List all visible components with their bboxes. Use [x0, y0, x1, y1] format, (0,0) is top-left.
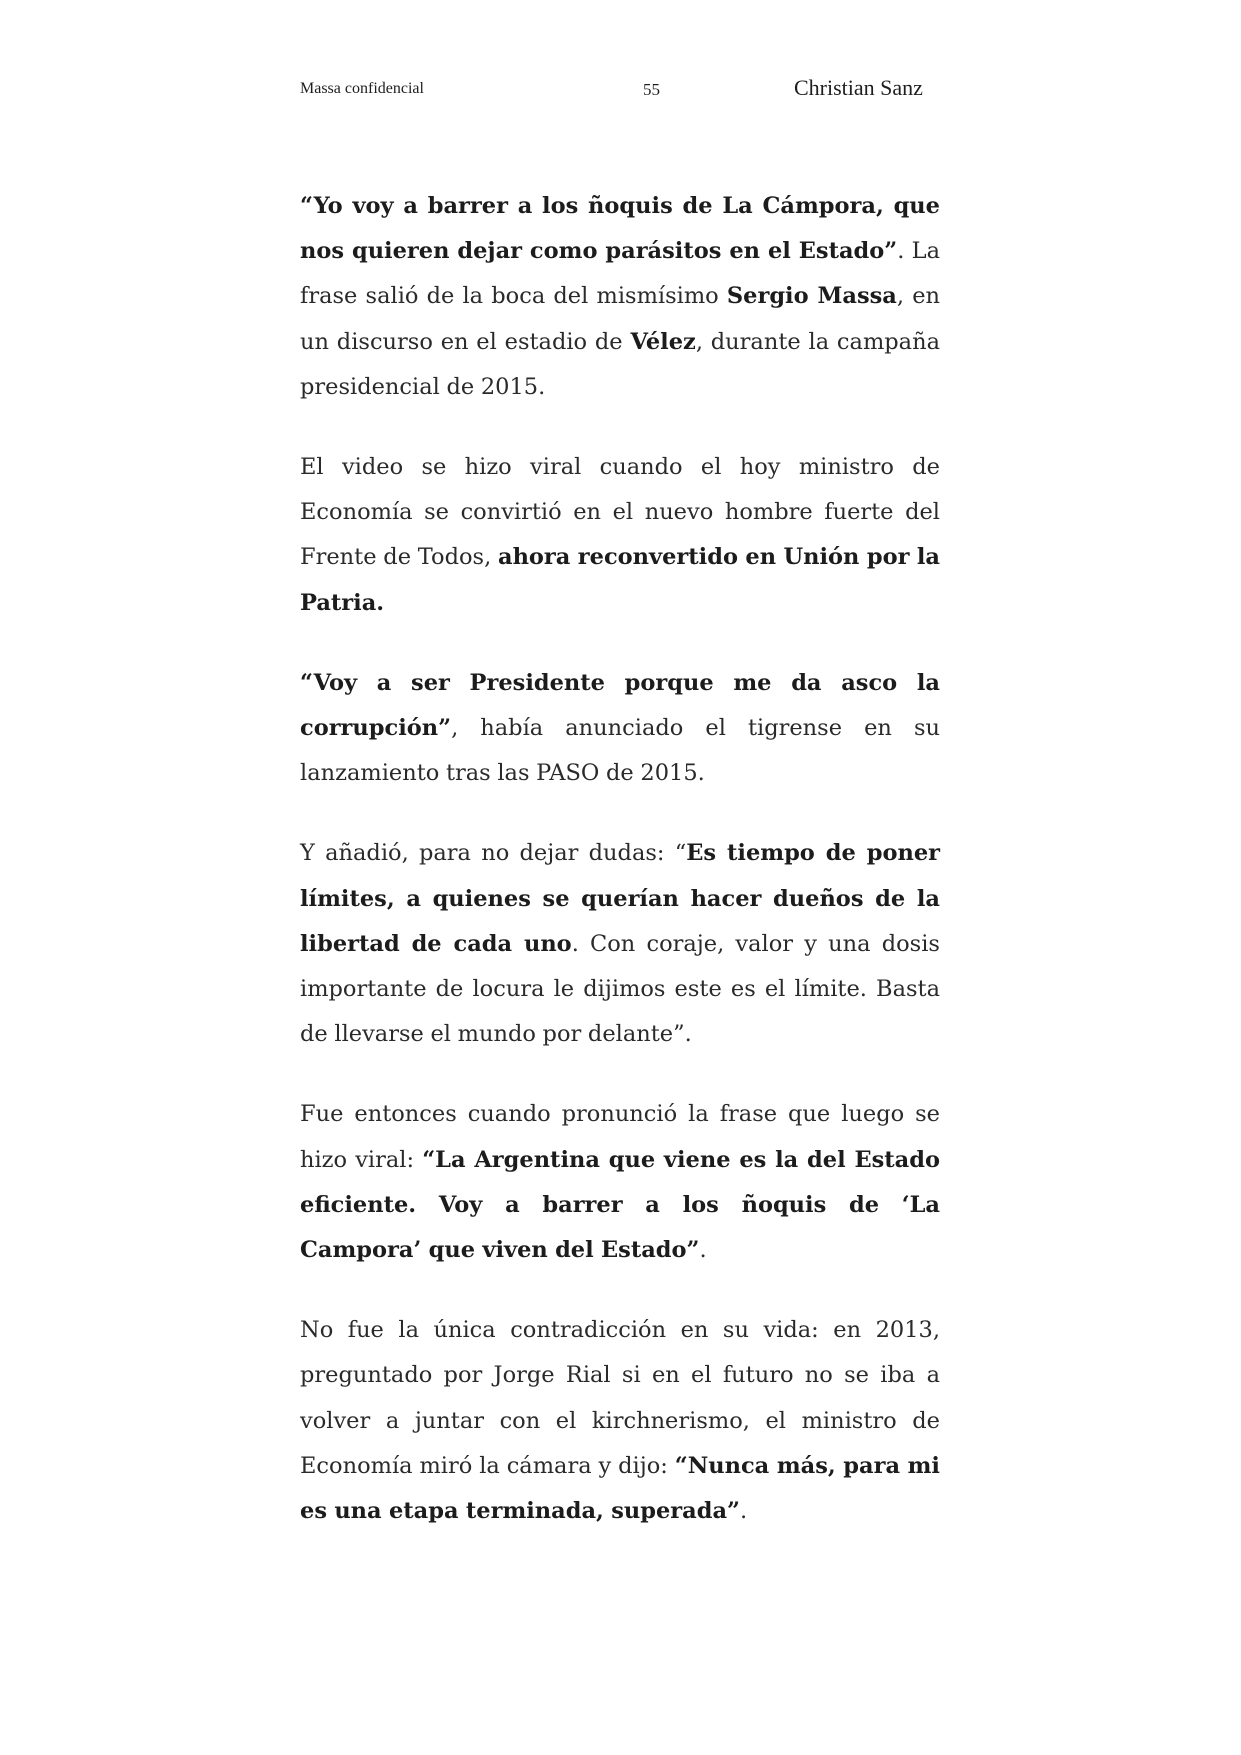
page-number: 55 [643, 80, 660, 99]
text-run: . [699, 1237, 707, 1264]
quote-bold: “La Argentina que viene es la del Estado eficiente. Voy a barrer a los ñoquis de ‘La Campora’ que viven del Estado” [300, 1146, 940, 1264]
paragraph [300, 445, 940, 626]
text-run: No fue la única contradicción en su vida: en 2013, preguntado por Jorge Rial si en el futuro no se iba a volver a juntar con el kirchnerismo, el ministro de Economía miró la cámara y dijo: [300, 1317, 940, 1479]
text-run: . [739, 1498, 748, 1525]
paragraph [300, 661, 940, 797]
quote-bold: Es tiempo de poner límites, a quienes se querían hacer dueños de la libertad de cada uno [300, 840, 940, 957]
place-bold: Vélez [630, 328, 696, 355]
quote-bold: “Yo voy a barrer a los ñoquis de La Cámpora, que nos quieren dejar como parásitos en el Estado” [300, 193, 940, 265]
quote-bold: “Nunca más, para mi es una etapa terminada, superada” [300, 1452, 940, 1525]
text-run: . La frase salió de la boca del mismísimo [300, 238, 940, 310]
text-run: El video se hizo viral cuando el hoy ministro de Economía se convirtió en el nuevo hombre fuerte del Frente de Todos, [300, 454, 940, 571]
paragraph [300, 1092, 940, 1273]
quote-bold: “Voy a ser Presidente porque me da asco la corrupción” [300, 669, 940, 742]
body-text [300, 184, 940, 1569]
text-run: , en un discurso en el estadio de [300, 283, 941, 355]
book-title: Massa confidencial [300, 80, 424, 97]
text-run: , durante la campaña presidencial de 2015. [300, 328, 940, 400]
text-run: . Con coraje, valor y una dosis importante de locura le dijimos este es el límite. Basta de llevarse el mundo por delante”. [300, 930, 940, 1048]
text-run: Fue entonces cuando pronunció la frase que luego se hizo viral: [300, 1101, 940, 1173]
text-run: Y añadió, para no dejar dudas: “ [300, 840, 687, 867]
paragraph [300, 831, 940, 1057]
author-name: Christian Sanz [794, 75, 923, 100]
name-bold: Sergio Massa [726, 283, 897, 310]
text-run: , había anunciado el tigrense en su lanzamiento tras las PASO de 2015. [300, 715, 940, 787]
paragraph [300, 1308, 940, 1534]
page-header [0, 0, 1241, 110]
paragraph [300, 184, 940, 410]
emphasis-bold: ahora reconvertido en Unión por la Patria. [300, 544, 940, 616]
